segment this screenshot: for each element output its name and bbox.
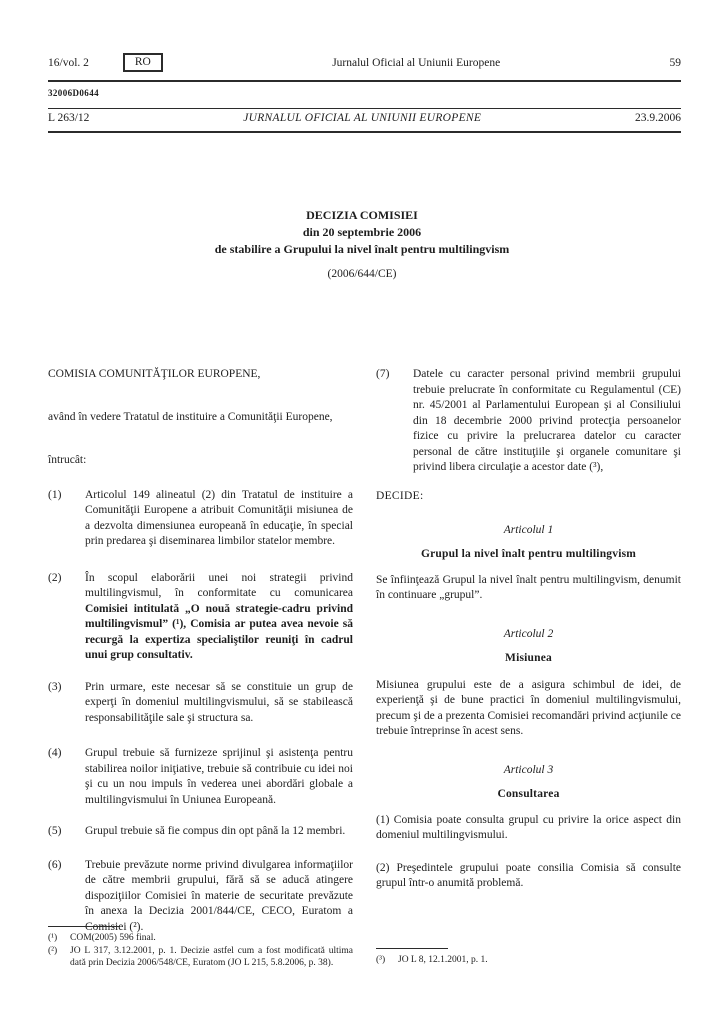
volume-label: 16/vol. 2	[48, 56, 89, 69]
having-regard-clause: având în vedere Tratatul de instituire a Comunităţii Europene,	[48, 410, 333, 423]
recital-text: Grupul trebuie să fie compus din opt până la 12 membri.	[85, 825, 346, 837]
recital-text: Trebuie prevăzute norme privind divulgarea informaţiilor de către membrii grupului, fără să se aducă atingere dispoziţiilor Comisiei în materie de securitate prevăzute în anexa la Decizia 2001/844/CE, CECO, Euratom a Comisiei (²).	[85, 858, 353, 933]
whereas-label: întrucât:	[48, 454, 87, 466]
recital-text: Prin urmare, este necesar să se constituie un grup de experţi în domeniul multilingvismului, să se stabilească responsabilităţile sale şi structura sa.	[85, 680, 353, 724]
decision-subject: de stabilire a Grupului la nivel înalt pentru multilingvism	[214, 242, 510, 256]
article-3-heading: Articolul 3	[503, 763, 554, 776]
preamble-opening: COMISIA COMUNITĂŢILOR EUROPENE,	[48, 368, 261, 380]
footnote-1	[48, 932, 353, 945]
footnote-ref: (²)	[48, 945, 58, 956]
footnote-ref: (³)	[376, 955, 386, 965]
celex-number: 32006D0644	[48, 88, 99, 98]
language-badge: RO	[123, 53, 163, 72]
article-2-paragraph: Misiunea grupului este de a asigura schimbul de idei, de experienţă şi de bune practici în domeniul multilingvismului, precum şi de a prezenta Comisiei recomandări privind acţiunile ce trebuie întreprinse în acest sens.	[376, 678, 681, 737]
journal-title-caps: JURNALUL OFICIAL AL UNIUNII EUROPENE	[243, 112, 482, 124]
right-column	[376, 367, 681, 984]
recital-4	[48, 746, 353, 808]
footnote-text: JO L 317, 3.12.2001, p. 1. Decizie astfel cum a fost modificată ultima dată prin Decizia 2006/548/CE, Euratom (JO L 215, 5.8.2006, p. 38).	[70, 945, 353, 968]
footnote-3	[376, 954, 681, 967]
recital-number: (1)	[48, 488, 62, 501]
act-title-block	[0, 207, 724, 280]
article-1-title: Grupul la nivel înalt pentru multilingvism	[420, 547, 637, 560]
left-footnotes	[48, 926, 353, 970]
footnote-rule	[48, 926, 120, 927]
header-rule-top	[48, 80, 681, 82]
recital-6	[48, 858, 353, 936]
footnote-text: COM(2005) 596 final.	[70, 933, 156, 943]
article-2-title: Misiunea	[505, 651, 552, 664]
page-header	[48, 53, 681, 72]
recital-number: (5)	[48, 825, 62, 837]
decision-date: din 20 septembrie 2006	[302, 225, 422, 239]
header-rule-bottom	[48, 131, 681, 133]
recital-text: Grupul trebuie să furnizeze sprijinul şi asistenţa pentru stabilirea noilor iniţiative, trebuie să contribuie cu idei noi şi cu un nou impuls în vederea unei abordări globale a multilingvismului în Uniunea Europeană.	[85, 747, 353, 806]
article-3-paragraph-1: (1) Comisia poate consulta grupul cu privire la orice aspect din domeniul multilingvismului.	[376, 813, 681, 841]
article-3-paragraph-2: (2) Preşedintele grupului poate consilia Comisia să consulte grupul într-o anumită problemă.	[376, 861, 681, 889]
recital-number: (2)	[48, 571, 62, 584]
recital-text	[85, 571, 353, 664]
recital-5	[48, 824, 353, 840]
left-column	[48, 367, 353, 984]
recital-text-emphasis: Comisiei intitulată „O nouă strategie-cadru privind multilingvismul” (¹), Comisia ar putea avea nevoie să recurgă la expertiza specialiştilor reuniţi în cadrul unui grup consultativ.	[85, 602, 353, 661]
footnote-rule	[376, 948, 448, 949]
footnote-2	[48, 945, 353, 970]
recital-number: (3)	[48, 680, 62, 693]
body-columns	[48, 367, 681, 984]
recital-1	[48, 488, 353, 550]
recital-text: Datele cu caracter personal privind membrii grupului trebuie prelucrate în conformitate cu Regulamentul (CE) nr. 45/2001 al Parlamentului European şi al Consiliului din 18 decembrie 2000 privind protecţia persoanelor fizice cu privire la prelucrarea datelor cu caracter personal de către instituţiile şi organele comunitare şi privind libera circulaţie a acestor date (³),	[413, 368, 681, 473]
article-3-title: Consultarea	[497, 787, 560, 800]
recital-number: (6)	[48, 858, 62, 871]
recital-number: (7)	[376, 368, 390, 380]
article-1-paragraph: Se înfiinţează Grupul la nivel înalt pentru multilingvism, denumit în continuare „grupul”.	[376, 573, 681, 601]
decision-reference: (2006/644/CE)	[327, 268, 397, 280]
journal-title: Jurnalul Oficial al Uniunii Europene	[332, 56, 501, 69]
recital-7	[376, 367, 681, 476]
article-1-heading: Articolul 1	[503, 523, 554, 536]
recital-2	[48, 571, 353, 664]
journal-banner	[48, 112, 681, 124]
decides-label: DECIDE:	[376, 489, 424, 502]
issue-reference: L 263/12	[48, 112, 90, 124]
recital-text: Articolul 149 alineatul (2) din Tratatul de instituire a Comunităţii Europene a atribuit Comunităţii misiunea de a dezvolta dimensiunea europeană în educaţie, în special prin predarea şi diseminarea limbilor statelor membre.	[85, 488, 353, 547]
header-rule-middle	[48, 108, 681, 109]
recital-3	[48, 680, 353, 727]
right-footnotes	[376, 948, 681, 967]
page-number: 59	[669, 56, 681, 69]
footnote-text: JO L 8, 12.1.2001, p. 1.	[398, 955, 488, 965]
recital-text-normal: În scopul elaborării unei noi strategii privind multilingvismul, în conformitate cu comunicarea	[85, 571, 353, 599]
article-2-heading: Articolul 2	[503, 627, 554, 640]
recital-number: (4)	[48, 747, 62, 759]
footnote-ref: (¹)	[48, 933, 58, 943]
decision-title: DECIZIA COMISIEI	[306, 208, 418, 222]
issue-date: 23.9.2006	[635, 112, 681, 124]
